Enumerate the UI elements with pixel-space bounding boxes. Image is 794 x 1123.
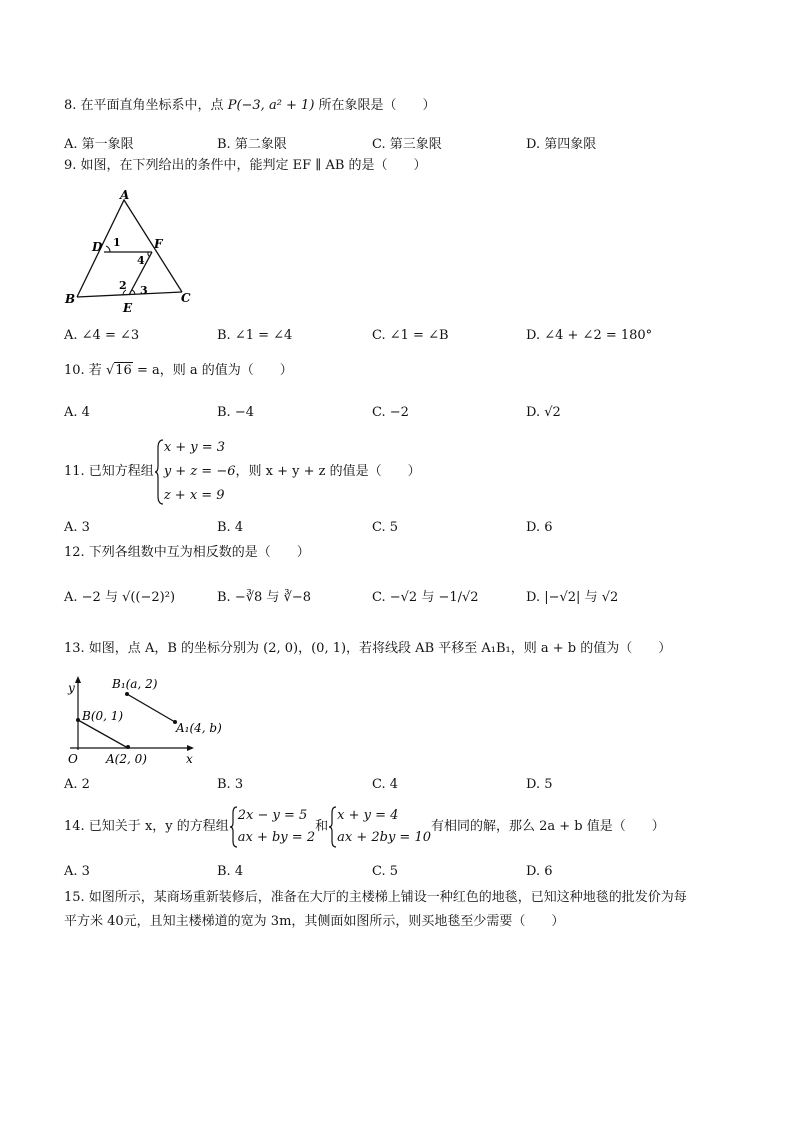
q9-options bbox=[64, 328, 744, 346]
q8-point-label: P bbox=[227, 98, 237, 113]
q14-system-1 bbox=[238, 805, 315, 849]
q14-option-b[interactable]: B. 4 bbox=[217, 864, 244, 879]
question-9 bbox=[64, 157, 427, 175]
q15-line-2: 平方米 40元，且知主楼梯道的宽为 3m，其侧面如图所示，则买地毯至少需要（ ） bbox=[64, 914, 565, 929]
question-8 bbox=[64, 97, 436, 115]
q11-system bbox=[164, 436, 236, 508]
q11-stem-post: ，则 x + y + z 的值是（ ） bbox=[235, 464, 421, 479]
q11-option-d[interactable]: D. 6 bbox=[526, 520, 553, 535]
q11-option-c[interactable]: C. 5 bbox=[372, 520, 399, 535]
q8-options bbox=[64, 133, 744, 151]
question-10 bbox=[64, 362, 293, 380]
q9-label-a: A bbox=[120, 188, 130, 202]
q9-label-b: B bbox=[65, 292, 76, 306]
question-13 bbox=[64, 640, 671, 658]
q13-label-a: A(2, 0) bbox=[106, 752, 147, 766]
q12-option-b[interactable]: B. −∛8 与 ∛−8 bbox=[217, 590, 311, 605]
q11-option-b[interactable]: B. 4 bbox=[217, 520, 244, 535]
left-brace-icon bbox=[154, 438, 164, 506]
q13-coordinate-figure bbox=[62, 674, 232, 770]
q8-option-b[interactable]: B. 第二象限 bbox=[217, 137, 287, 152]
q9-option-b[interactable]: B. ∠1 = ∠4 bbox=[217, 328, 293, 343]
q14-option-c[interactable]: C. 5 bbox=[372, 864, 399, 879]
q14-sys2-eq-2: ax + 2by = 10 bbox=[337, 830, 431, 845]
q11-options bbox=[64, 520, 744, 538]
q8-option-c[interactable]: C. 第三象限 bbox=[372, 137, 442, 152]
q13-label-a1: A₁(4, b) bbox=[176, 721, 222, 735]
question-11 bbox=[64, 436, 421, 508]
q13-label-b: B(0, 1) bbox=[82, 709, 124, 723]
q12-option-c[interactable]: C. −√2 与 −1/√2 bbox=[372, 590, 479, 605]
q14-option-d[interactable]: D. 6 bbox=[526, 864, 553, 879]
q14-options bbox=[64, 864, 744, 882]
q14-stem-post: 有相同的解，那么 2a + b 值是（ ） bbox=[431, 819, 665, 834]
q9-label-1: 1 bbox=[113, 236, 121, 249]
q11-eq-1: x + y = 3 bbox=[163, 440, 226, 455]
q12-stem: 12. 下列各组数中互为相反数的是（ ） bbox=[64, 545, 310, 560]
sqrt-symbol-icon: √ bbox=[105, 363, 115, 378]
q10-options bbox=[64, 405, 744, 423]
q10-option-d[interactable]: D. √2 bbox=[526, 405, 561, 420]
q14-option-a[interactable]: A. 3 bbox=[64, 864, 90, 879]
q10-radicand: 16 bbox=[115, 363, 132, 378]
q11-option-a[interactable]: A. 3 bbox=[64, 520, 90, 535]
q14-sys1-eq-2: ax + by = 2 bbox=[237, 830, 316, 845]
q9-label-2: 2 bbox=[119, 279, 127, 292]
q13-label-o: O bbox=[68, 752, 78, 766]
question-12 bbox=[64, 544, 310, 562]
q8-stem-pre: 8. 在平面直角坐标系中，点 bbox=[64, 98, 224, 113]
left-brace-icon bbox=[328, 805, 337, 849]
q8-stem-post: 所在象限是（ ） bbox=[318, 98, 436, 113]
q12-option-a[interactable]: A. −2 与 √((−2)²) bbox=[64, 590, 176, 605]
q14-sys2-eq-1: x + y = 4 bbox=[337, 808, 399, 823]
q9-label-f: F bbox=[154, 237, 163, 251]
q9-label-e: E bbox=[123, 301, 133, 315]
q12-option-d[interactable]: D. |−√2| 与 √2 bbox=[526, 590, 619, 605]
q13-label-b1: B₁(a, 2) bbox=[112, 677, 158, 691]
q9-option-d[interactable]: D. ∠4 + ∠2 = 180° bbox=[526, 328, 653, 343]
q9-stem: 9. 如图，在下列给出的条件中，能判定 EF ∥ AB 的是（ ） bbox=[64, 158, 427, 173]
q13-option-c[interactable]: C. 4 bbox=[372, 777, 399, 792]
q8-point-coords: (−3, a² + 1) bbox=[236, 98, 315, 113]
q13-option-a[interactable]: A. 2 bbox=[64, 777, 90, 792]
q10-option-c[interactable]: C. −2 bbox=[372, 405, 409, 420]
q14-stem-mid: 和 bbox=[315, 819, 329, 834]
q10-stem-mid: = a，则 a 的值为（ ） bbox=[136, 363, 293, 378]
q14-system-2 bbox=[337, 805, 431, 849]
q9-label-d: D bbox=[92, 240, 103, 254]
q14-sys1-eq-1: 2x − y = 5 bbox=[237, 808, 308, 823]
q8-option-a[interactable]: A. 第一象限 bbox=[64, 137, 134, 152]
q8-option-d[interactable]: D. 第四象限 bbox=[526, 137, 597, 152]
q9-label-c: C bbox=[181, 291, 191, 305]
q10-option-b[interactable]: B. −4 bbox=[217, 405, 254, 420]
q11-stem-pre: 11. 已知方程组 bbox=[64, 464, 154, 479]
q12-options bbox=[64, 586, 744, 604]
q10-stem-pre: 10. 若 bbox=[64, 363, 102, 378]
question-15 bbox=[64, 886, 732, 934]
q9-triangle-figure bbox=[60, 186, 200, 318]
q13-label-y: y bbox=[68, 681, 75, 695]
q13-option-b[interactable]: B. 3 bbox=[217, 777, 244, 792]
q11-eq-3: z + x = 9 bbox=[163, 488, 225, 503]
q9-label-3: 3 bbox=[140, 284, 148, 297]
question-14 bbox=[64, 804, 665, 850]
q9-option-c[interactable]: C. ∠1 = ∠B bbox=[372, 328, 449, 343]
q15-line-1: 15. 如图所示，某商场重新装修后，准备在大厅的主楼梯上铺设一种红色的地毯，已知这种地毯的批发价为每 bbox=[64, 890, 687, 905]
q11-eq-2: y + z = −6 bbox=[163, 464, 236, 479]
q13-stem: 13. 如图，点 A，B 的坐标分别为 (2, 0)，(0, 1)，若将线段 AB 平移至 A₁B₁，则 a + b 的值为（ ） bbox=[64, 641, 672, 656]
left-brace-icon bbox=[229, 805, 238, 849]
q9-label-4: 4 bbox=[137, 254, 145, 267]
q9-option-a[interactable]: A. ∠4 = ∠3 bbox=[64, 328, 140, 343]
q13-options bbox=[64, 777, 744, 795]
q14-stem-pre: 14. 已知关于 x，y 的方程组 bbox=[64, 819, 229, 834]
q10-option-a[interactable]: A. 4 bbox=[64, 405, 90, 420]
q13-label-x: x bbox=[186, 752, 193, 766]
q13-option-d[interactable]: D. 5 bbox=[526, 777, 553, 792]
